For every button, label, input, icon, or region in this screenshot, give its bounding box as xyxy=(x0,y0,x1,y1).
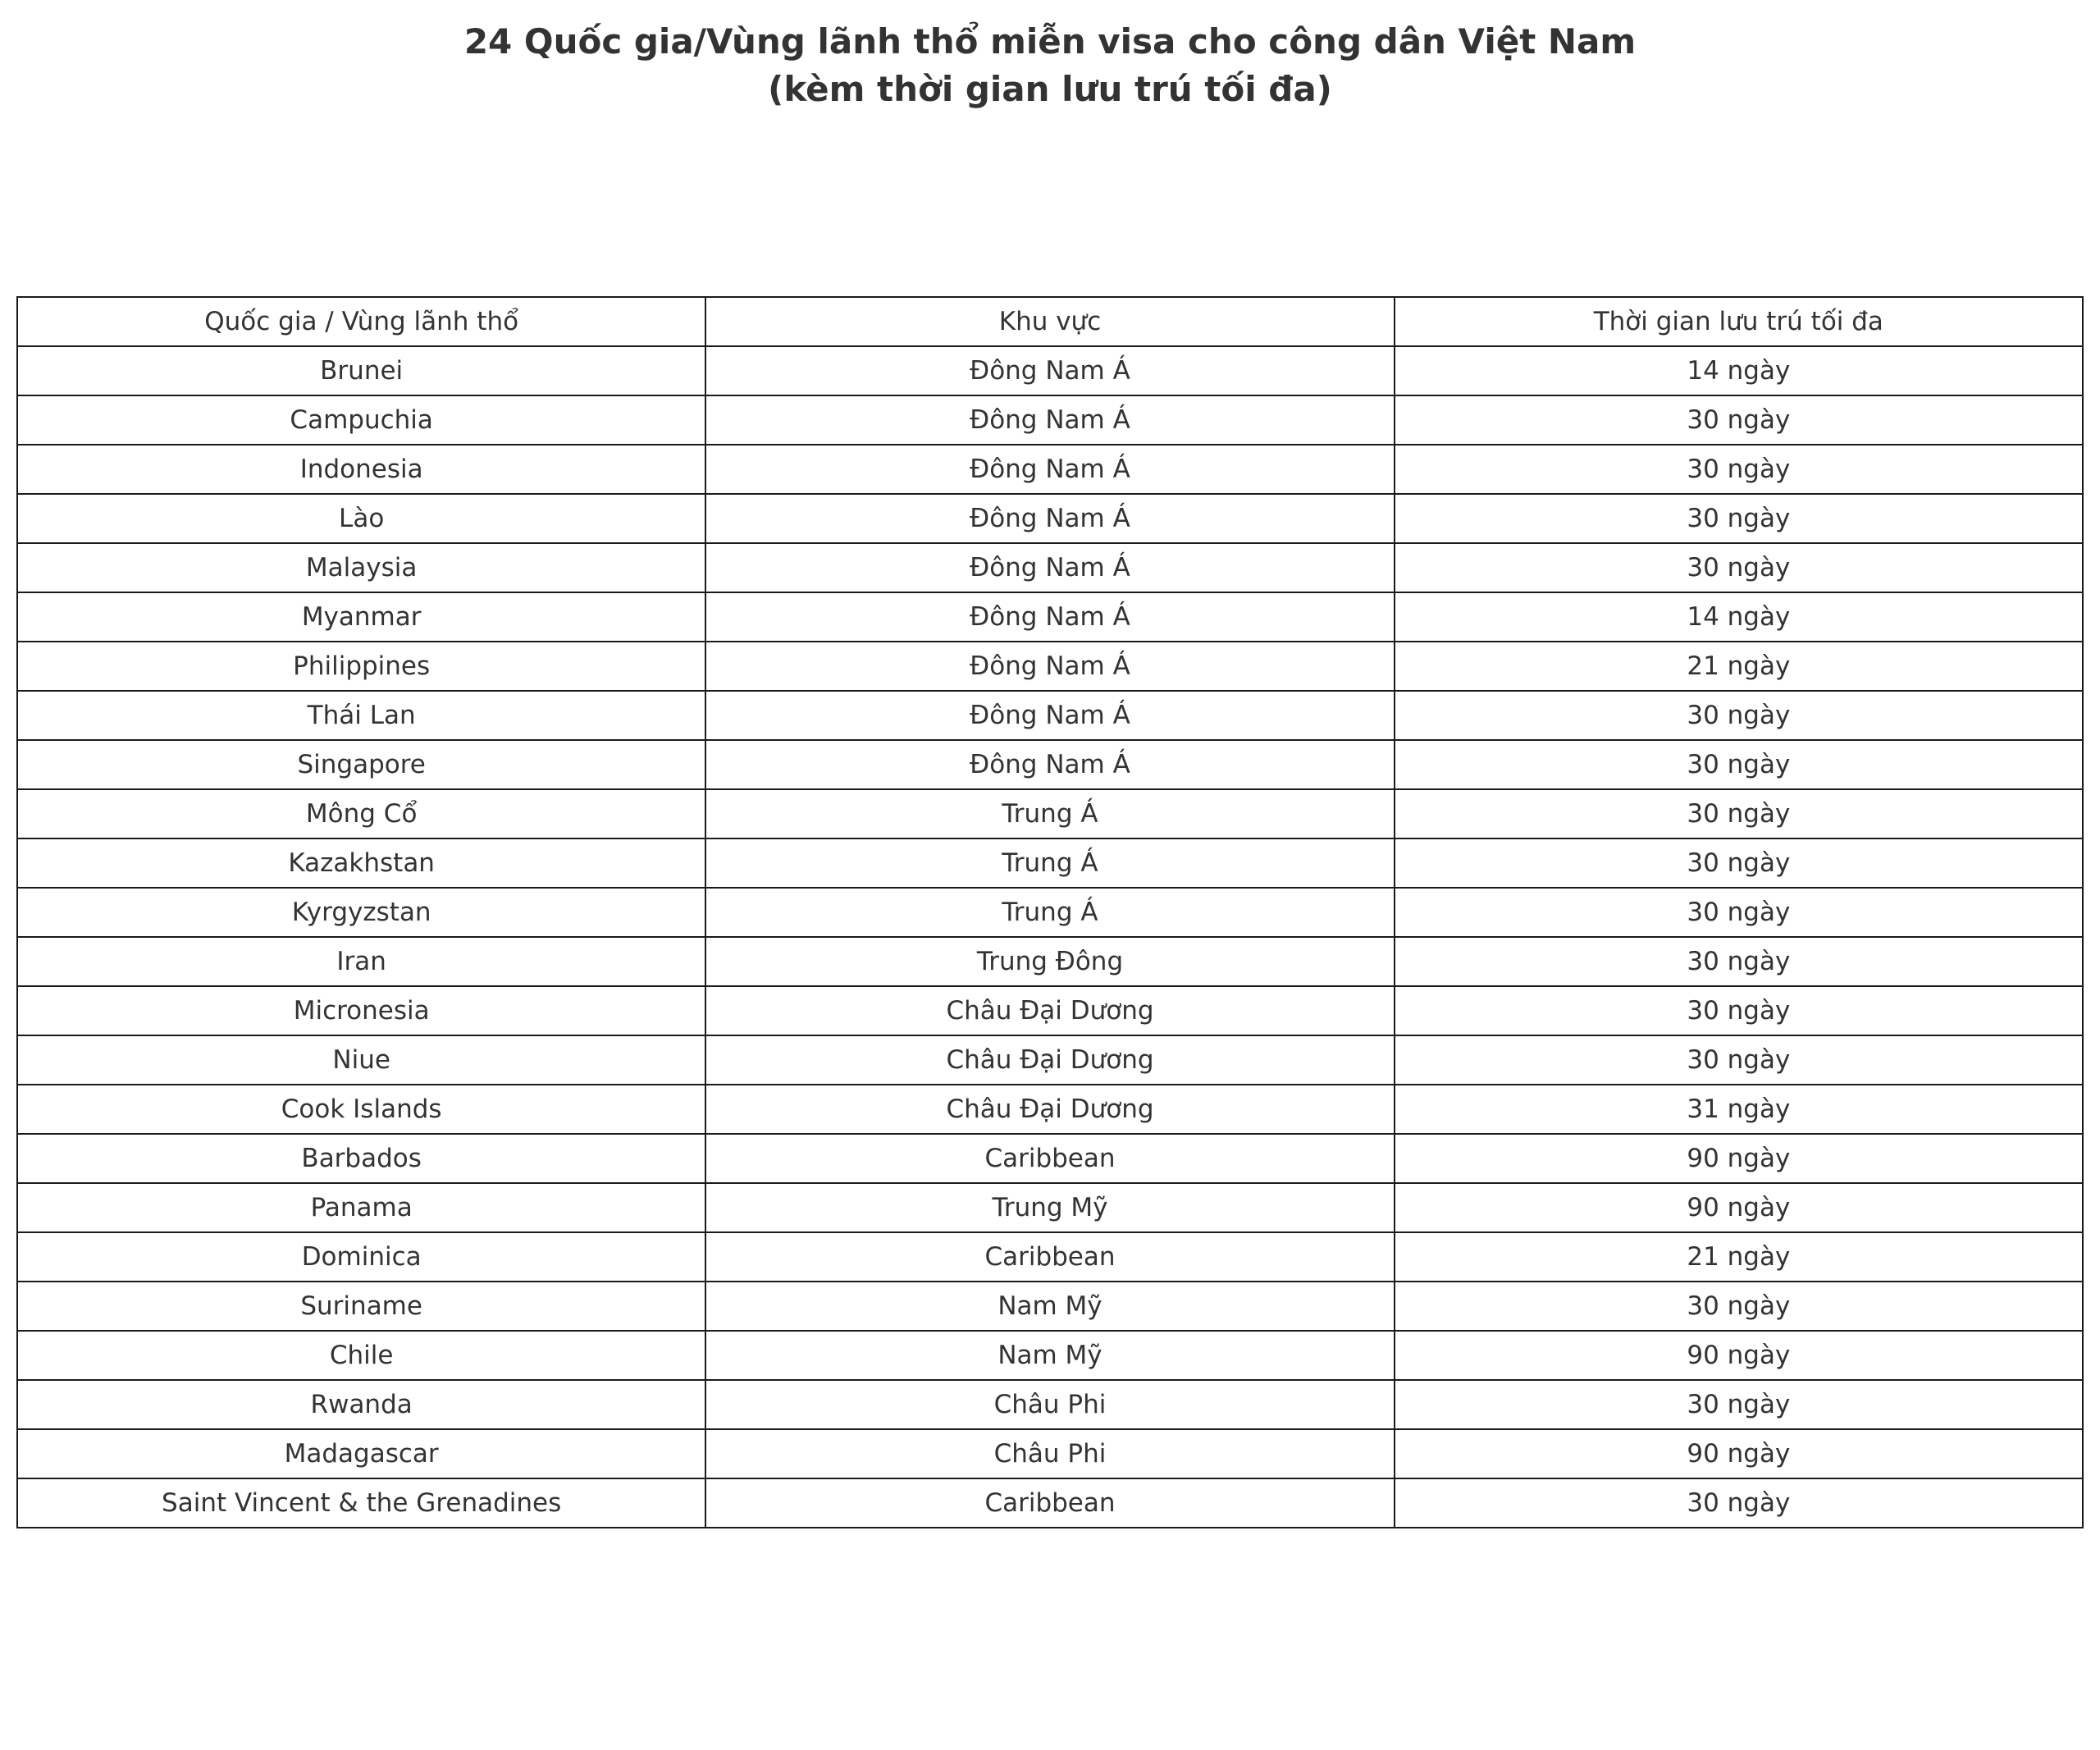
max-stay-cell: 31 ngày xyxy=(1395,1085,2083,1134)
max-stay-cell: 90 ngày xyxy=(1395,1331,2083,1380)
region-cell: Đông Nam Á xyxy=(705,543,1394,592)
country-cell: Mông Cổ xyxy=(17,789,705,838)
table-row xyxy=(17,1035,2083,1085)
country-cell: Micronesia xyxy=(17,986,705,1035)
country-cell: Rwanda xyxy=(17,1380,705,1429)
country-cell: Panama xyxy=(17,1183,705,1232)
max-stay-cell: 14 ngày xyxy=(1395,592,2083,642)
max-stay-cell: 30 ngày xyxy=(1395,986,2083,1035)
region-cell: Đông Nam Á xyxy=(705,592,1394,642)
region-cell: Châu Phi xyxy=(705,1380,1394,1429)
max-stay-cell: 30 ngày xyxy=(1395,888,2083,937)
table-row xyxy=(17,1282,2083,1331)
country-cell: Saint Vincent & the Grenadines xyxy=(17,1478,705,1528)
chart-title-line-1: 24 Quốc gia/Vùng lãnh thổ miễn visa cho công dân Việt Nam xyxy=(463,21,1637,62)
region-cell: Đông Nam Á xyxy=(705,642,1394,691)
table-row xyxy=(17,691,2083,740)
table-row xyxy=(17,1085,2083,1134)
table-row xyxy=(17,1183,2083,1232)
table-row xyxy=(17,395,2083,445)
max-stay-cell: 30 ngày xyxy=(1395,789,2083,838)
table-row xyxy=(17,838,2083,888)
max-stay-cell: 30 ngày xyxy=(1395,1282,2083,1331)
max-stay-cell: 30 ngày xyxy=(1395,1035,2083,1085)
region-cell: Đông Nam Á xyxy=(705,395,1394,445)
country-cell: Myanmar xyxy=(17,592,705,642)
max-stay-cell: 30 ngày xyxy=(1395,445,2083,494)
region-cell: Châu Đại Dương xyxy=(705,986,1394,1035)
region-cell: Châu Đại Dương xyxy=(705,1035,1394,1085)
country-cell: Thái Lan xyxy=(17,691,705,740)
column-header-max-stay: Thời gian lưu trú tối đa xyxy=(1395,297,2083,346)
country-cell: Cook Islands xyxy=(17,1085,705,1134)
country-cell: Campuchia xyxy=(17,395,705,445)
max-stay-cell: 30 ngày xyxy=(1395,740,2083,789)
table-row xyxy=(17,445,2083,494)
country-cell: Malaysia xyxy=(17,543,705,592)
table-row xyxy=(17,986,2083,1035)
visa-table xyxy=(16,296,2084,1528)
region-cell: Đông Nam Á xyxy=(705,346,1394,395)
max-stay-cell: 30 ngày xyxy=(1395,395,2083,445)
country-cell: Singapore xyxy=(17,740,705,789)
max-stay-cell: 30 ngày xyxy=(1395,1478,2083,1528)
table-row xyxy=(17,642,2083,691)
table-row xyxy=(17,543,2083,592)
country-cell: Dominica xyxy=(17,1232,705,1282)
region-cell: Trung Á xyxy=(705,838,1394,888)
max-stay-cell: 90 ngày xyxy=(1395,1429,2083,1478)
max-stay-cell: 90 ngày xyxy=(1395,1134,2083,1183)
max-stay-cell: 30 ngày xyxy=(1395,543,2083,592)
table-body xyxy=(17,346,2083,1528)
country-cell: Philippines xyxy=(17,642,705,691)
country-cell: Indonesia xyxy=(17,445,705,494)
country-cell: Lào xyxy=(17,494,705,543)
table-row xyxy=(17,346,2083,395)
country-cell: Kazakhstan xyxy=(17,838,705,888)
region-cell: Đông Nam Á xyxy=(705,740,1394,789)
region-cell: Châu Đại Dương xyxy=(705,1085,1394,1134)
max-stay-cell: 30 ngày xyxy=(1395,494,2083,543)
max-stay-cell: 30 ngày xyxy=(1395,838,2083,888)
region-cell: Châu Phi xyxy=(705,1429,1394,1478)
table-row xyxy=(17,1429,2083,1478)
table-row xyxy=(17,937,2083,986)
table-row xyxy=(17,494,2083,543)
table-row xyxy=(17,1478,2083,1528)
region-cell: Đông Nam Á xyxy=(705,691,1394,740)
table-row xyxy=(17,1232,2083,1282)
max-stay-cell: 14 ngày xyxy=(1395,346,2083,395)
region-cell: Caribbean xyxy=(705,1134,1394,1183)
country-cell: Kyrgyzstan xyxy=(17,888,705,937)
max-stay-cell: 30 ngày xyxy=(1395,937,2083,986)
column-header-region: Khu vực xyxy=(705,297,1394,346)
table-row xyxy=(17,1134,2083,1183)
max-stay-cell: 21 ngày xyxy=(1395,1232,2083,1282)
column-header-country: Quốc gia / Vùng lãnh thổ xyxy=(17,297,705,346)
country-cell: Iran xyxy=(17,937,705,986)
country-cell: Niue xyxy=(17,1035,705,1085)
region-cell: Trung Á xyxy=(705,789,1394,838)
max-stay-cell: 30 ngày xyxy=(1395,691,2083,740)
region-cell: Caribbean xyxy=(705,1478,1394,1528)
table-row xyxy=(17,1331,2083,1380)
max-stay-cell: 90 ngày xyxy=(1395,1183,2083,1232)
region-cell: Nam Mỹ xyxy=(705,1282,1394,1331)
max-stay-cell: 30 ngày xyxy=(1395,1380,2083,1429)
country-cell: Madagascar xyxy=(17,1429,705,1478)
region-cell: Trung Á xyxy=(705,888,1394,937)
table-row xyxy=(17,740,2083,789)
chart-title-line-2: (kèm thời gian lưu trú tối đa) xyxy=(768,69,1332,109)
region-cell: Đông Nam Á xyxy=(705,445,1394,494)
table-row xyxy=(17,592,2083,642)
country-cell: Suriname xyxy=(17,1282,705,1331)
region-cell: Trung Mỹ xyxy=(705,1183,1394,1232)
region-cell: Trung Đông xyxy=(705,937,1394,986)
region-cell: Caribbean xyxy=(705,1232,1394,1282)
table-row xyxy=(17,789,2083,838)
table-header xyxy=(17,297,2083,346)
table-row xyxy=(17,888,2083,937)
chart-title xyxy=(0,18,2100,113)
country-cell: Brunei xyxy=(17,346,705,395)
max-stay-cell: 21 ngày xyxy=(1395,642,2083,691)
region-cell: Nam Mỹ xyxy=(705,1331,1394,1380)
country-cell: Chile xyxy=(17,1331,705,1380)
region-cell: Đông Nam Á xyxy=(705,494,1394,543)
country-cell: Barbados xyxy=(17,1134,705,1183)
header-row xyxy=(17,297,2083,346)
table-row xyxy=(17,1380,2083,1429)
